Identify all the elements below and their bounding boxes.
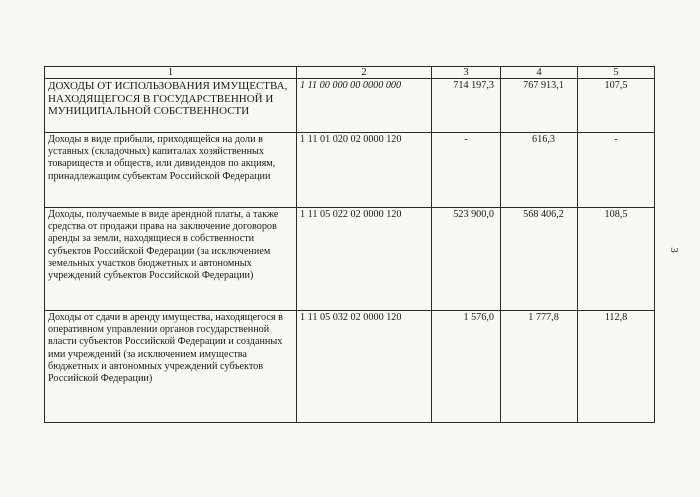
revenue-table (44, 66, 655, 423)
row-name: Доходы, получаемые в виде арендной платы, а также средства от продажи права на заключение договоров аренды за земли, находящиеся в собственности субъектов Российской Федерации (за исключением земельных участков бюджетных и автономных учреждений субъектов Российской Федерации) (45, 208, 297, 311)
row-code: 1 11 00 000 00 0000 000 (297, 79, 432, 133)
row-col3: 523 900,0 (432, 208, 501, 311)
row-col3: 714 197,3 (432, 79, 501, 133)
table-header-row (45, 67, 655, 79)
row-name: Доходы в виде прибыли, приходящейся на доли в уставных (складочных) капиталах хозяйственных товариществ и обществ, или дивидендов по акциям, принадлежащим субъектам Российской Федерации (45, 133, 297, 208)
row-col5: 112,8 (578, 311, 655, 423)
page-number: 3 (667, 247, 680, 253)
row-col4: 616,3 (501, 133, 578, 208)
row-col4: 568 406,2 (501, 208, 578, 311)
header-col-2: 2 (297, 67, 432, 79)
row-col4: 1 777,8 (501, 311, 578, 423)
table-row (45, 311, 655, 423)
row-col5: 107,5 (578, 79, 655, 133)
header-col-3: 3 (432, 67, 501, 79)
header-col-4: 4 (501, 67, 578, 79)
row-name: Доходы от сдачи в аренду имущества, находящегося в оперативном управлении органов государственной власти субъектов Российской Федерации и созданных ими учреждений (за исключением имущества бюджетных и автономных учреждений субъектов Российской Федерации) (45, 311, 297, 423)
row-col5: 108,5 (578, 208, 655, 311)
row-name: ДОХОДЫ ОТ ИСПОЛЬЗОВАНИЯ ИМУЩЕСТВА, НАХОДЯЩЕГОСЯ В ГОСУДАРСТВЕННОЙ И МУНИЦИПАЛЬНОЙ СОБСТВЕННОСТИ (45, 79, 297, 133)
table-row (45, 79, 655, 133)
row-col5: - (578, 133, 655, 208)
table-row (45, 208, 655, 311)
table-row (45, 133, 655, 208)
row-code: 1 11 05 032 02 0000 120 (297, 311, 432, 423)
row-code: 1 11 01 020 02 0000 120 (297, 133, 432, 208)
header-col-1: 1 (45, 67, 297, 79)
row-col3: 1 576,0 (432, 311, 501, 423)
row-col3: - (432, 133, 501, 208)
header-col-5: 5 (578, 67, 655, 79)
row-code: 1 11 05 022 02 0000 120 (297, 208, 432, 311)
row-col4: 767 913,1 (501, 79, 578, 133)
